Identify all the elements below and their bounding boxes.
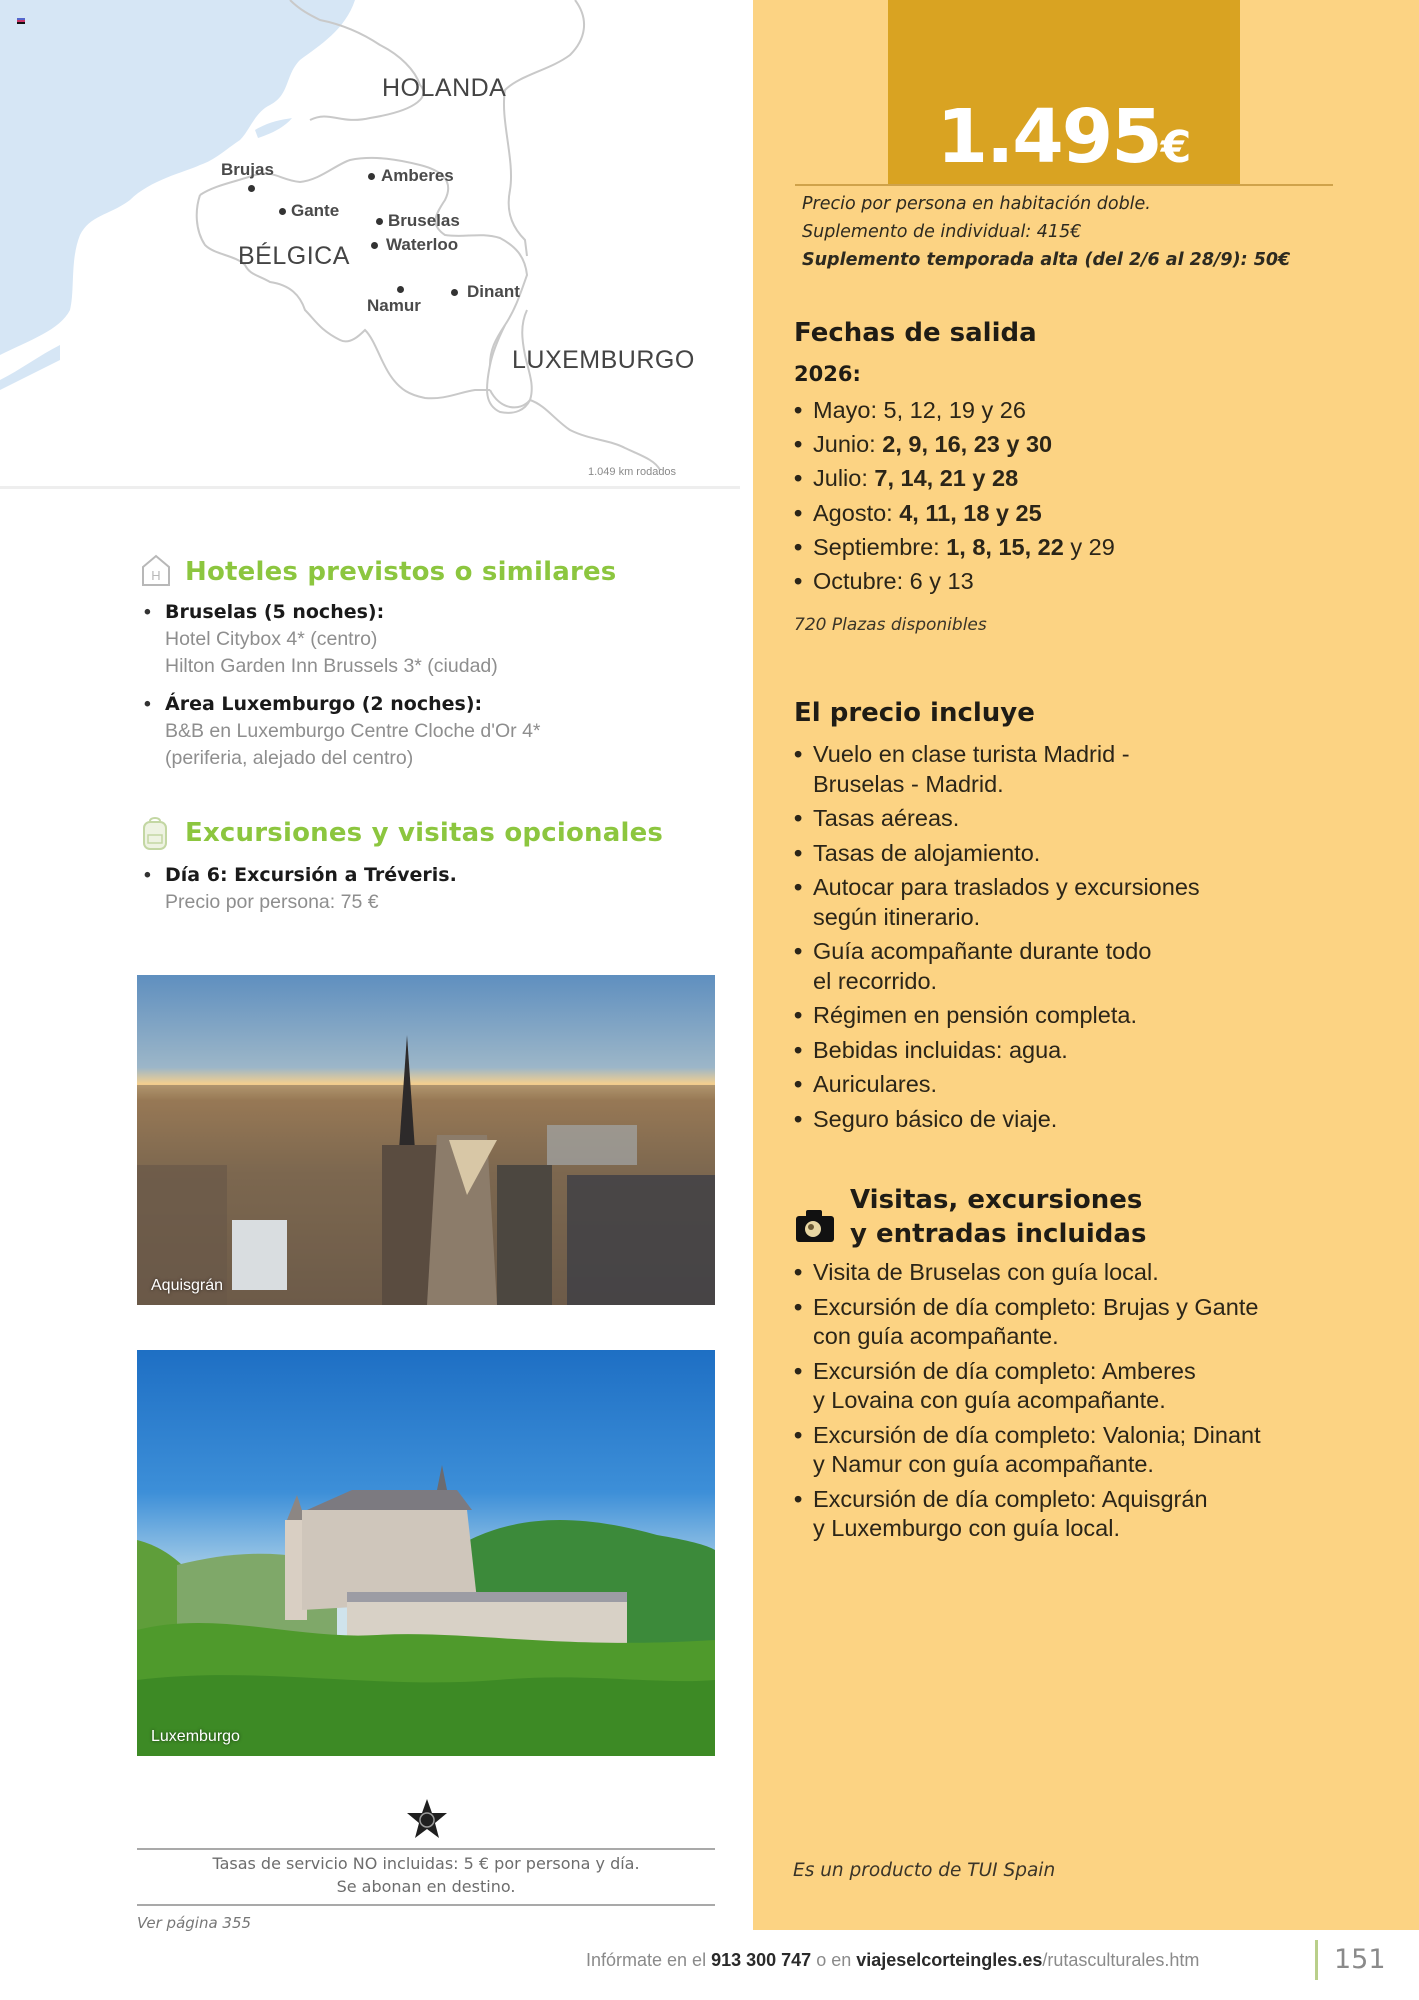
see-page-reference[interactable]: Ver página 355 [137, 1914, 252, 1932]
list-item [794, 1105, 1354, 1135]
service-fee-line-2: Se abonan en destino. [336, 1877, 516, 1896]
footer-site-path[interactable]: /rutasculturales.htm [1042, 1950, 1200, 1970]
svg-text:H: H [151, 568, 161, 583]
visits-title-line-1: Visitas, excursiones [850, 1185, 1143, 1215]
map-city-label: Bruselas [388, 211, 460, 230]
month-name: Julio: [813, 465, 868, 492]
departure-month [794, 461, 1354, 495]
list-item-line: Bruselas - Madrid. [813, 770, 1004, 797]
map-scale-caption: 1.049 km rodados [588, 466, 677, 478]
hotel-list [140, 599, 700, 783]
photo-caption: Aquisgrán [151, 1277, 224, 1294]
star-badge-icon [405, 1797, 449, 1846]
route-map [0, 0, 740, 488]
map-geography [0, 0, 740, 488]
map-city-label: Namur [367, 296, 421, 315]
list-item-line: • Tasas de alojamiento. [813, 839, 1041, 866]
camera-icon [794, 1208, 836, 1249]
footer-middle: o en [811, 1950, 857, 1970]
price-value [888, 92, 1240, 193]
footer-prefix: Infórmate en el [586, 1950, 712, 1970]
map-city-dot-icon [376, 218, 383, 225]
photo-aquisgran [137, 975, 715, 1305]
list-item [140, 862, 700, 916]
footer-separator [1315, 1940, 1318, 1980]
list-item-line: el recorrido. [813, 967, 938, 994]
list-item-line: • Autocar para traslados y excursiones [813, 874, 1200, 900]
price-note-high-season: Suplemento temporada alta (del 2/6 al 28/9): 50€ [802, 250, 1291, 270]
map-city-label: Brujas [221, 160, 274, 179]
list-item [794, 873, 1354, 932]
list-item-line: y Luxemburgo con guía local. [813, 1515, 1120, 1541]
month-dates-bold: 4, 11, 18 y 25 [899, 499, 1042, 526]
list-item [794, 1070, 1354, 1100]
month-dates-bold: 2, 9, 16, 23 y 30 [882, 431, 1053, 458]
price-includes-list [794, 740, 1354, 1139]
month-name: Agosto: [813, 499, 893, 526]
list-item-detail: B&B en Luxemburgo Centre Cloche d'Or 4* [165, 720, 541, 742]
list-item-detail: Hilton Garden Inn Brussels 3* (ciudad) [165, 655, 498, 677]
price-notes [802, 190, 1290, 274]
footer-phone[interactable]: 913 300 747 [711, 1950, 812, 1970]
price-amount: 1.495 [936, 94, 1161, 180]
list-item [794, 839, 1354, 869]
departure-month [794, 564, 1354, 598]
map-city-dot-icon [368, 173, 375, 180]
map-city-label: Waterloo [386, 235, 459, 254]
map-city-dot-icon [451, 289, 458, 296]
list-item-heading: • Día 6: Excursión a Tréveris. [165, 864, 457, 886]
list-item-line: • Auriculares. [813, 1071, 938, 1097]
list-item-detail: Hotel Citybox 4* (centro) [165, 628, 378, 650]
list-item-line: • Guía acompañante durante todo [813, 938, 1152, 964]
list-item-line: • Régimen en pensión completa. [813, 1002, 1137, 1028]
photo-caption: Luxemburgo [151, 1728, 240, 1745]
footnote-rule-bottom [137, 1904, 715, 1906]
map-country-label: BÉLGICA [238, 242, 350, 270]
month-dates-bold: 1, 8, 15, 22 [946, 533, 1064, 560]
list-item-line: • Visita de Bruselas con guía local. [813, 1259, 1159, 1285]
list-item-line: • Excursión de día completo: Brujas y Gante [813, 1293, 1259, 1320]
list-item-line: • Vuelo en clase turista Madrid - [813, 741, 1130, 767]
list-item [140, 599, 700, 680]
list-item [794, 937, 1354, 996]
list-item-line: • Excursión de día completo: Valonia; Dinant [813, 1421, 1261, 1448]
list-item-line: • Excursión de día completo: Amberes [813, 1357, 1196, 1384]
map-city-label: Dinant [467, 282, 520, 301]
month-dates: y 29 [1070, 533, 1115, 560]
departure-month [794, 427, 1354, 461]
month-name: Septiembre: [813, 533, 940, 560]
month-dates: 6 y 13 [909, 568, 974, 595]
list-item-line: • Excursión de día completo: Aquisgrán [813, 1485, 1208, 1512]
list-item [794, 1421, 1374, 1480]
visits-title-line-2: y entradas incluidas [850, 1219, 1147, 1249]
departure-dates-list [794, 393, 1354, 598]
price-note-single-supplement: Suplemento de individual: 415€ [802, 222, 1082, 242]
departure-month [794, 496, 1354, 530]
list-item [794, 804, 1354, 834]
list-item-line: • Bebidas incluidas: agua. [813, 1036, 1068, 1063]
optional-excursions-list [140, 862, 700, 927]
departure-month [794, 393, 1354, 427]
list-item-line: y Namur con guía acompañante. [813, 1451, 1154, 1477]
map-country-label: HOLANDA [382, 74, 507, 102]
footer-contact [586, 1950, 1199, 1971]
photo-luxemburgo [137, 1350, 715, 1756]
list-item-line: y Lovaina con guía acompañante. [813, 1387, 1166, 1413]
included-visits-list [794, 1258, 1374, 1549]
list-item [140, 691, 700, 772]
operator-note: Es un producto de TUI Spain [793, 1860, 1056, 1881]
map-divider [0, 486, 740, 489]
map-city-dot-icon [279, 208, 286, 215]
month-name: Junio: [813, 431, 876, 458]
list-item [794, 1036, 1354, 1066]
list-item-line: según itinerario. [813, 903, 981, 930]
month-dates: 5, 12, 19 y 26 [883, 397, 1026, 423]
footer-site-link[interactable]: viajeselcorteingles.es [856, 1950, 1043, 1970]
list-item [794, 1001, 1354, 1031]
map-city-dot-icon [371, 242, 378, 249]
price-note-double-room: Precio por persona en habitación doble. [802, 194, 1151, 214]
month-name: Octubre: [813, 568, 904, 595]
map-city-label: Amberes [381, 166, 454, 185]
list-item [794, 1485, 1374, 1544]
hotels-section-title: Hoteles previstos o similares [185, 557, 617, 587]
list-item-heading: • Bruselas (5 noches): [165, 601, 385, 623]
list-item-detail: Precio por persona: 75 € [165, 891, 379, 913]
list-item-line: • Tasas aéreas. [813, 805, 960, 831]
list-item [794, 740, 1354, 799]
map-city-dot-icon [397, 286, 404, 293]
page-number: 151 [1334, 1944, 1386, 1975]
available-seats: 720 Plazas disponibles [794, 615, 987, 635]
backpack-icon [140, 815, 170, 856]
list-item-line: con guía acompañante. [813, 1323, 1059, 1349]
list-item-line: • Seguro básico de viaje. [813, 1105, 1058, 1132]
optional-excursions-title: Excursiones y visitas opcionales [185, 818, 664, 848]
visits-title [850, 1183, 1146, 1251]
service-fee-line-1: Tasas de servicio NO incluidas: 5 € por persona y día. [212, 1854, 640, 1873]
price-divider [795, 184, 1333, 186]
list-item [794, 1293, 1374, 1352]
list-item-detail: (periferia, alejado del centro) [165, 747, 414, 769]
price-currency: € [1160, 122, 1192, 173]
list-item-heading: • Área Luxemburgo (2 noches): [165, 693, 483, 715]
month-name: Mayo: [813, 397, 877, 423]
map-country-label: LUXEMBURGO [512, 346, 695, 374]
map-city-dot-icon [248, 185, 255, 192]
map-city-label: Gante [291, 201, 340, 220]
departure-month [794, 530, 1354, 564]
hotel-house-icon [140, 553, 172, 592]
month-dates-bold: 7, 14, 21 y 28 [874, 465, 1019, 492]
footnote-rule-top [137, 1848, 715, 1850]
list-item [794, 1258, 1374, 1288]
departures-year: 2026: [794, 362, 861, 386]
service-fee-note [137, 1852, 715, 1898]
includes-title: El precio incluye [794, 698, 1035, 728]
color-bars-icon [17, 18, 25, 26]
list-item [794, 1357, 1374, 1416]
departures-title: Fechas de salida [794, 318, 1037, 348]
